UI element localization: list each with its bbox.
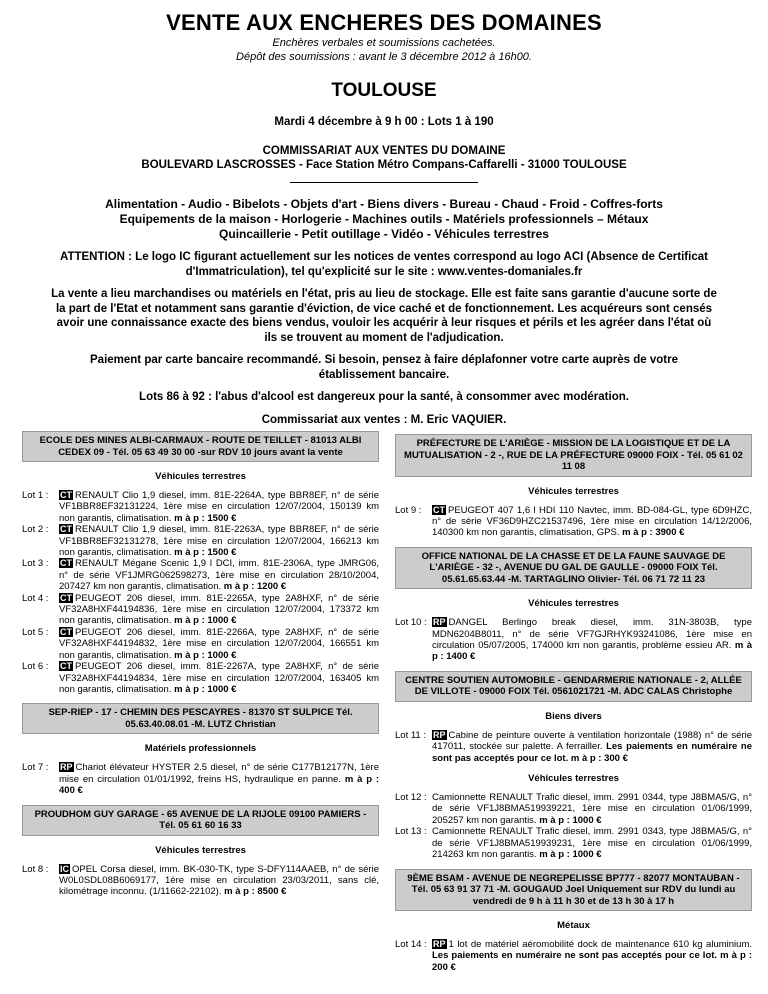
lot-number: Lot 13 : — [395, 826, 427, 838]
reserve-price: m à p : 1000 € — [174, 615, 237, 627]
lot-status-badge: IC — [60, 863, 69, 874]
lot-text: OPEL Corsa diesel, imm. BK-030-TK, type S-DFY114AAEB, n° de série W0L0SDL08B6069177, 1ère mise en circulation 23/03/2011, sans clé, kilométrage inconnu. (1/11662-22102). — [59, 863, 379, 898]
reserve-price: m à p : 1200 € — [223, 581, 287, 593]
lot-row — [22, 558, 379, 592]
lot-status-badge: CT — [60, 490, 72, 500]
sale-date: Mardi 4 décembre à 9 h 00 : Lots 1 à 190 — [274, 116, 494, 128]
lot-description — [59, 490, 379, 524]
lot-number: Lot 7 : — [22, 762, 49, 774]
lot-number: Lot 14 : — [395, 939, 427, 950]
lot-number: Lot 8 : — [22, 863, 49, 875]
lot-text: 1 lot de matériel aéromobilité dock de maintenance 610 kg aluminium. — [448, 939, 752, 950]
lot-row — [395, 939, 752, 973]
reserve-price: m à p : 1000 € — [174, 649, 237, 661]
lot-row — [22, 593, 379, 627]
lot-number: Lot 2 : — [22, 524, 49, 536]
category-heading: Véhicules terrestres — [155, 844, 246, 856]
lot-text: PEUGEOT 206 diesel, imm. 81E-2266A, type 2A8HXF, n° de série VF32A8HXF44194832, 1ère mise en circulation 12/07/2004, 166551 km non garantis, climatisation. — [59, 626, 379, 661]
section — [22, 431, 379, 695]
lot-text: PEUGEOT 206 diesel, imm. 81E-2265A, type 2A8HXF, n° de série VF32A8HXF44194836, 1ère mise en circulation 12/07/2004, 173372 km non garantis, climatisation. — [59, 592, 379, 627]
section — [22, 703, 379, 796]
section — [395, 869, 752, 974]
lot-text: Camionnette RENAULT Trafic diesel, imm. 2991 0343, type J8BMA5/G, n° de série VF1J8BMA519939231, 1ère mise en circulation 01/06/1999, 214263 km non garantis. — [432, 826, 752, 861]
lot-description — [432, 730, 752, 764]
lot-row — [395, 730, 752, 764]
lot-row — [395, 792, 752, 826]
location-box: SEP-RIEP - 17 - CHEMIN DES PESCAYRES - 81370 ST SULPICE Tél. 05.63.40.08.01 -M. LUTZ Christian — [22, 703, 379, 734]
reserve-price: m à p : 300 € — [570, 752, 628, 764]
location-box: CENTRE SOUTIEN AUTOMOBILE - GENDARMERIE NATIONALE - 2, ALLÉE DE VILLOTE - 09000 FOIX Tél. 0561021721 -M. ADC CALAS Christophe — [395, 671, 752, 702]
lot-description — [59, 762, 379, 796]
lot-text: RENAULT Mégane Scenic 1,9 l DCI, imm. 81E-2306A, type JMRG06, n° de série VF1JMRG062598273, 1ère mise en circulation 28/10/2004, 207427 km non garantis, climatisation. — [59, 558, 379, 593]
lot-row — [22, 627, 379, 661]
section — [395, 434, 752, 539]
lot-number: Lot 1 : — [22, 490, 49, 501]
lot-status-badge: RP — [433, 729, 446, 740]
guarantee-notice: La vente a lieu marchandises ou matériels en l'état, pris au lieu de stockage. Elle est faite sans garantie d'aucune sorte de la part de l'Etat et notamment sans garantie d'éviction, de vice caché et de fonctionnement. Les acquéreurs sont censés avoir une connaissance exacte des biens vendus, vouloir les acquérir à leur risques et périls et les agréer dans l'état où ils se trouvent au moment de l'adjudication. — [51, 288, 717, 344]
location-box: PROUDHOM GUY GARAGE - 65 AVENUE DE LA RIJOLE 09100 PAMIERS - Tél. 05 61 60 16 33 — [22, 805, 379, 836]
lot-status-badge: RP — [433, 939, 446, 949]
lot-number: Lot 11 : — [395, 729, 426, 741]
category-heading: Véhicules terrestres — [528, 598, 619, 610]
lot-number: Lot 5 : — [22, 626, 49, 638]
lot-text: Camionnette RENAULT Trafic diesel, imm. 2991 0344, type J8BMA5/G, n° de série VF1J8BMA519939221, 1ère mise en circulation 01/06/1999, 205257 km non garantis. — [432, 792, 752, 826]
category-heading: Biens divers — [545, 710, 602, 722]
lot-number: Lot 3 : — [22, 558, 49, 570]
categories-line-1: Alimentation - Audio - Bibelots - Objets d'art - Biens divers - Bureau - Chaud - Froid - Coffres-forts — [105, 197, 663, 211]
reserve-price: m à p : 8500 € — [224, 886, 287, 898]
lot-text: Chariot élévateur HYSTER 2.5 diesel, n° de série C177B12177N, 1ère mise en circulation 01/01/1992, freins HS, hydraulique en panne. — [59, 762, 379, 785]
lot-row — [22, 524, 379, 558]
lot-text: Cabine de peinture ouverte à ventilation horizontale (1988) n° de série 417011, stockée sur palette. A ferrailler. — [432, 729, 752, 753]
lot-text: PEUGEOT 407 1,6 l HDI 110 Navtec, imm. BD-084-GL, type 6D9HZC, n° de série VF36D9HZC21537496, 1ère mise en circulation 14/12/2006, 140300 km non garantis, climatisation, GPS. — [432, 504, 752, 539]
section — [395, 773, 752, 860]
lot-text: RENAULT Clio 1,9 diesel, imm. 81E-2263A, type BBR8EF, n° de série VF1BBR8EF32131278, 1ère mise en circulation 12/07/2004, 166213 km non garantis, climatisation. — [59, 524, 379, 559]
reserve-price: m à p : 3900 € — [622, 527, 685, 539]
lot-status-badge: CT — [60, 524, 72, 535]
lot-description — [432, 826, 752, 860]
lot-number: Lot 9 : — [395, 504, 422, 516]
lot-status-badge: CT — [433, 504, 445, 515]
location-box: 9ÈME BSAM - AVENUE DE NEGREPELISSE BP777 - 82077 MONTAUBAN - Tél. 05 63 91 37 71 -M. GOUGAUD Joel Uniquement sur RDV du lundi au vendredi de 9 h à 11 h 30 et de 13 h 30 à 17 h — [395, 869, 752, 912]
lot-description — [59, 864, 379, 898]
lot-description — [59, 627, 379, 661]
page-title: VENTE AUX ENCHERES DES DOMAINES — [166, 10, 602, 35]
reserve-price: m à p : 1500 € — [174, 512, 237, 524]
lot-status-badge: CT — [60, 558, 72, 569]
lot-status-badge: CT — [60, 592, 72, 603]
divider — [290, 182, 478, 183]
category-heading: Véhicules terrestres — [528, 485, 619, 497]
lot-description — [432, 792, 752, 826]
category-heading: Métaux — [557, 920, 590, 931]
attention-notice: ATTENTION : Le logo IC figurant actuellement sur les notices de ventes correspond au logo ACI (Absence de Certificat d'Immatriculation), tel qu'explicité sur le site : www.ventes-domaniales.fr — [60, 251, 708, 278]
reserve-price: m à p : 1400 € — [432, 640, 753, 663]
lot-description — [59, 524, 379, 558]
left-column — [22, 431, 379, 898]
lot-number: Lot 12 : — [395, 792, 427, 804]
payment-notice: Paiement par carte bancaire recommandé. Si besoin, pensez à faire déplafonner votre carte auprès de votre établissement bancaire. — [90, 354, 678, 381]
commissariat-address: BOULEVARD LASCROSSES - Face Station Métro Compans-Caffarelli - 31000 TOULOUSE — [141, 159, 627, 171]
location-box: ECOLE DES MINES ALBI-CARMAUX - ROUTE DE TEILLET - 81013 ALBI CEDEX 09 - Tél. 05 63 49 30 00 -sur RDV 10 jours avant la vente — [22, 431, 379, 462]
lot-description — [59, 661, 379, 695]
city-heading: TOULOUSE — [331, 80, 437, 101]
reserve-price: m à p : 400 € — [59, 773, 379, 797]
alcohol-notice: Lots 86 à 92 : l'abus d'alcool est dangereux pour la santé, à consommer avec modération. — [139, 391, 629, 403]
categories-line-3: Quincaillerie - Petit outillage - Vidéo - Véhicules terrestres — [219, 227, 549, 241]
reserve-price: m à p : 1000 € — [539, 849, 602, 861]
category-heading: Véhicules terrestres — [155, 471, 246, 482]
lot-row — [22, 864, 379, 898]
lot-text: DANGEL Berlingo break diesel, imm. 31N-3803B, type MDN6204B8011, n° de série VF7GJRHYK93241086, 1ère mise en circulation 05/07/2005, 174000 km non garantis, problème essieu AR. — [432, 617, 752, 652]
lot-number: Lot 10 : — [395, 617, 427, 629]
lot-row — [395, 826, 752, 860]
lot-status-badge: CT — [60, 661, 72, 672]
lot-description — [432, 939, 752, 973]
reserve-price: m à p : 1500 € — [174, 547, 237, 559]
lot-row — [22, 661, 379, 695]
categories-line-2: Equipements de la maison - Horlogerie - Machines outils - Matériels professionnels – Métaux — [119, 212, 649, 226]
reserve-price: m à p : 1000 € — [539, 814, 602, 826]
lot-row — [22, 762, 379, 796]
lot-text: RENAULT Clio 1,9 diesel, imm. 81E-2264A, type BBR8EF, n° de série VF1BBR8EF32131224, 1ère mise en circulation 12/07/2004, 150139 km non garantis, climatisation. — [59, 490, 379, 524]
lot-number: Lot 6 : — [22, 661, 49, 673]
location-box: OFFICE NATIONAL DE LA CHASSE ET DE LA FAUNE SAUVAGE DE L'ARIÈGE - 32 -, AVENUE DU GAL DE GAULLE - 09000 FOIX Tél. 05.61.65.63.44 -M. TARTAGLINO Olivier- Tél. 06 71 72 11 23 — [395, 547, 752, 590]
lot-row — [395, 617, 752, 663]
category-heading: Matériels professionnels — [144, 743, 257, 755]
reserve-price: m à p : 1000 € — [174, 683, 237, 695]
section — [395, 671, 752, 764]
section — [395, 547, 752, 663]
lot-number: Lot 4 : — [22, 592, 49, 604]
payment-restriction: Les paiements en numéraire ne sont pas acceptés pour ce lot. — [432, 950, 718, 962]
lot-description — [59, 558, 379, 592]
lot-description — [432, 505, 752, 539]
header — [0, 0, 768, 427]
categories — [0, 197, 768, 242]
category-heading: Véhicules terrestres — [528, 773, 619, 785]
lot-status-badge: RP — [60, 762, 73, 773]
subtitle-1: Enchères verbales et soumissions cachetées. — [272, 37, 496, 49]
lot-status-badge: CT — [60, 626, 72, 637]
auctioneer: Commissariat aux ventes : M. Eric VAQUIER. — [261, 413, 507, 426]
right-column — [395, 434, 752, 973]
reserve-price: m à p : 200 € — [432, 950, 752, 973]
lot-description — [59, 593, 379, 627]
lot-status-badge: RP — [433, 617, 446, 628]
lot-description — [432, 617, 752, 663]
subtitle-2: Dépôt des soumissions : avant le 3 décembre 2012 à 16h00. — [236, 51, 532, 63]
lot-row — [22, 490, 379, 524]
location-box: PRÉFECTURE DE L'ARIÈGE - MISSION DE LA LOGISTIQUE ET DE LA MUTUALISATION - 2 -, RUE DE LA PRÉFECTURE 09000 FOIX - Tél. 05 61 02 11 08 — [395, 434, 752, 477]
lot-row — [395, 505, 752, 539]
lot-text: PEUGEOT 206 diesel, imm. 81E-2267A, type 2A8HXF, n° de série VF32A8HXF44194834, 1ère mise en circulation 12/07/2004, 163405 km non garantis, climatisation. — [59, 661, 379, 695]
payment-restriction: Les paiements en numéraire ne sont pas acceptés pour ce lot. — [432, 741, 752, 764]
section — [22, 805, 379, 898]
commissariat-name: COMMISSARIAT AUX VENTES DU DOMAINE — [262, 145, 506, 157]
